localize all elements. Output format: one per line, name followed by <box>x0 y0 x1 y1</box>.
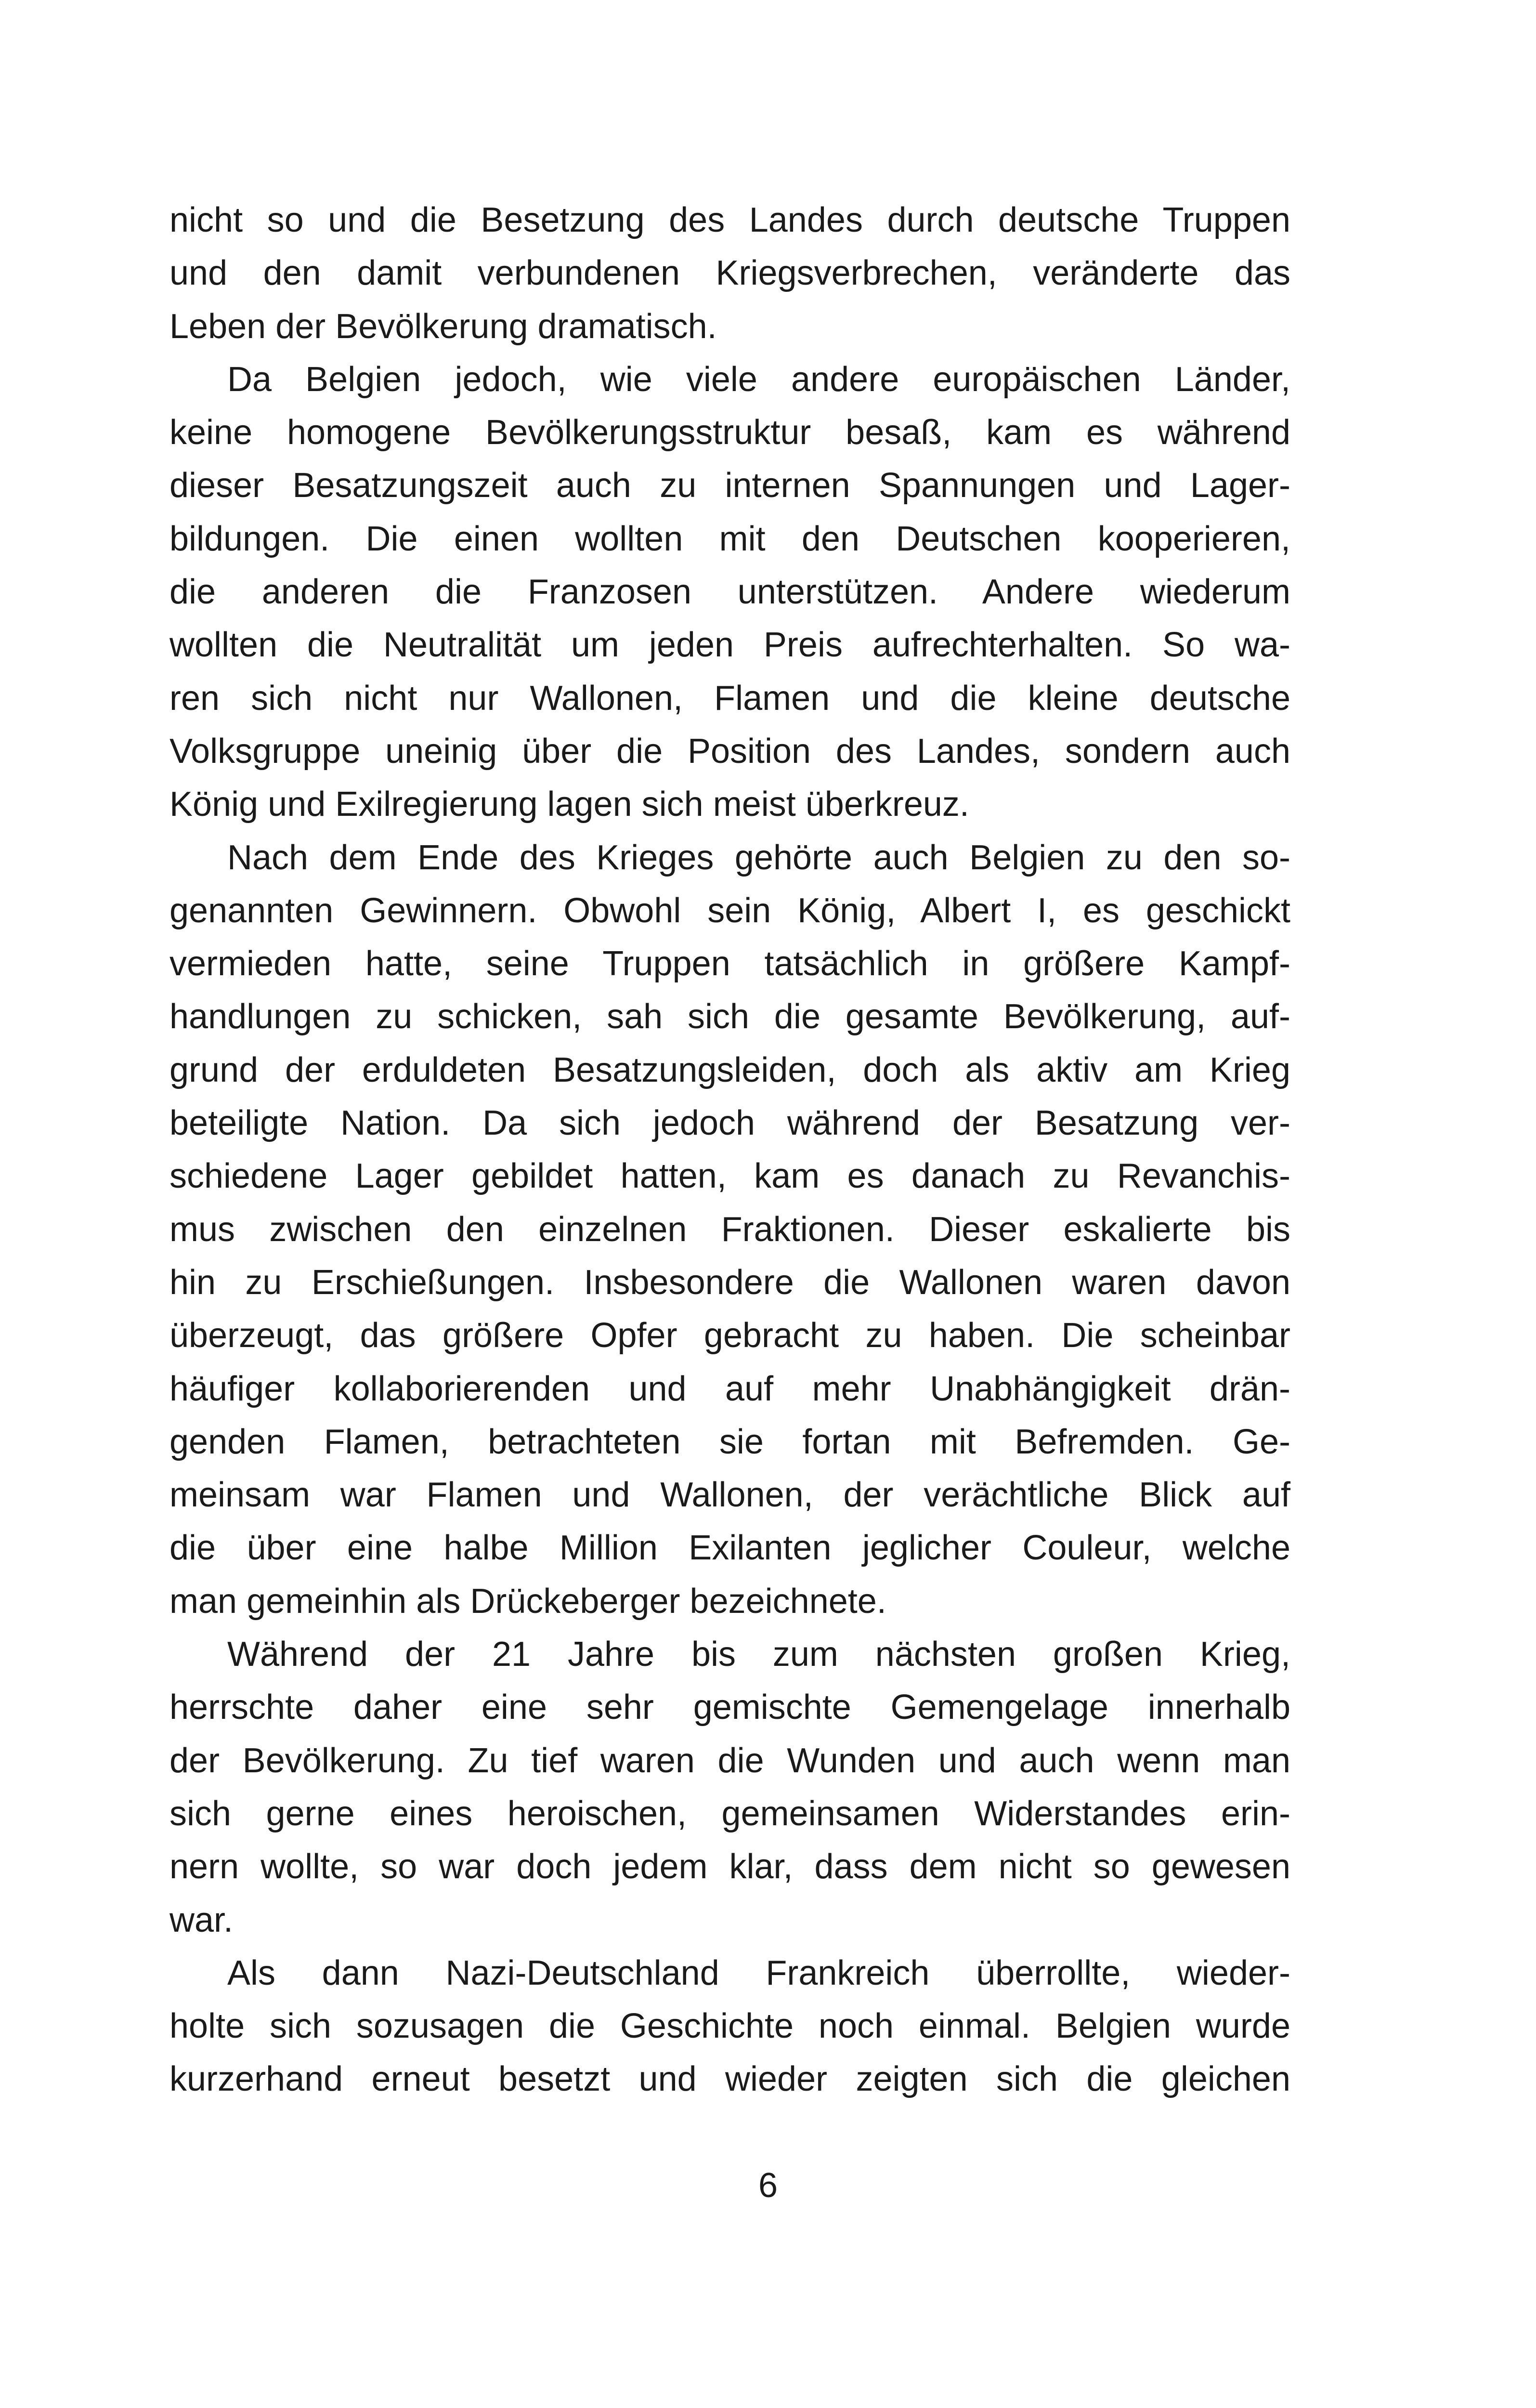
text-line: schiedene Lager gebildet hatten, kam es danach zu Revanchis- <box>169 1157 1290 1196</box>
text-line: beteiligte Nation. Da sich jedoch während der Besatzung ver- <box>169 1104 1290 1143</box>
text-line: mus zwischen den einzelnen Fraktionen. Dieser eskalierte bis <box>169 1210 1290 1249</box>
text-line: die über eine halbe Million Exilanten jeglicher Couleur, welche <box>169 1529 1290 1568</box>
text-line: Volksgruppe uneinig über die Position des Landes, sondern auch <box>169 732 1290 771</box>
text-line: häufiger kollaborierenden und auf mehr Unabhängigkeit drän- <box>169 1369 1290 1408</box>
text-line: holte sich sozusagen die Geschichte noch einmal. Belgien wurde <box>169 2007 1290 2046</box>
text-line: wollten die Neutralität um jeden Preis aufrechterhalten. So wa- <box>169 626 1290 665</box>
text-line: König und Exilregierung lagen sich meist überkreuz. <box>169 785 969 824</box>
text-line: der Bevölkerung. Zu tief waren die Wunden und auch wenn man <box>169 1741 1290 1780</box>
text-line: handlungen zu schicken, sah sich die gesamte Bevölkerung, auf- <box>169 997 1290 1036</box>
text-line: überzeugt, das größere Opfer gebracht zu haben. Die scheinbar <box>169 1316 1290 1355</box>
text-line: man gemeinhin als Drückeberger bezeichnete. <box>169 1582 886 1621</box>
paragraph <box>169 194 1290 353</box>
text-line: keine homogene Bevölkerungsstruktur besaß, kam es während <box>169 413 1290 452</box>
text-line: dieser Besatzungszeit auch zu internen Spannungen und Lager- <box>169 466 1290 505</box>
text-line: die anderen die Franzosen unterstützen. Andere wiederum <box>169 573 1290 612</box>
text-line: Leben der Bevölkerung dramatisch. <box>169 307 717 346</box>
paragraph <box>169 1628 1290 1947</box>
text-line: Als dann Nazi-Deutschland Frankreich überrollte, wieder- <box>227 1953 1290 1992</box>
text-line: Da Belgien jedoch, wie viele andere europäischen Länder, <box>227 360 1290 399</box>
text-line: Während der 21 Jahre bis zum nächsten großen Krieg, <box>227 1635 1290 1674</box>
text-line: nern wollte, so war doch jedem klar, dass dem nicht so gewesen <box>169 1847 1290 1886</box>
text-line: genden Flamen, betrachteten sie fortan mit Befremden. Ge- <box>169 1422 1290 1461</box>
text-line: hin zu Erschießungen. Insbesondere die Wallonen waren davon <box>169 1263 1290 1302</box>
text-line: und den damit verbundenen Kriegsverbrechen, veränderte das <box>169 254 1290 293</box>
paragraph <box>169 831 1290 1628</box>
text-line: Nach dem Ende des Krieges gehörte auch Belgien zu den so- <box>227 838 1290 877</box>
paragraph <box>169 1947 1290 2106</box>
text-line: sich gerne eines heroischen, gemeinsamen Widerstandes erin- <box>169 1794 1290 1833</box>
text-line: grund der erduldeten Besatzungsleiden, doch als aktiv am Krieg <box>169 1050 1290 1089</box>
text-line: vermieden hatte, seine Truppen tatsächlich in größere Kampf- <box>169 944 1290 983</box>
page-number: 6 <box>758 2166 778 2205</box>
text-line: war. <box>169 1900 234 1939</box>
body-text <box>169 194 1290 2106</box>
text-line: bildungen. Die einen wollten mit den Deutschen kooperieren, <box>169 519 1290 558</box>
text-line: ren sich nicht nur Wallonen, Flamen und die kleine deutsche <box>169 679 1290 718</box>
text-line: kurzerhand erneut besetzt und wieder zeigten sich die gleichen <box>169 2060 1290 2099</box>
paragraph <box>169 353 1290 831</box>
text-line: nicht so und die Besetzung des Landes durch deutsche Truppen <box>169 201 1290 239</box>
text-line: genannten Gewinnern. Obwohl sein König, Albert I, es geschickt <box>169 891 1290 930</box>
text-line: meinsam war Flamen und Wallonen, der verächtliche Blick auf <box>169 1476 1290 1515</box>
text-line: herrschte daher eine sehr gemischte Gemengelage innerhalb <box>169 1688 1290 1727</box>
